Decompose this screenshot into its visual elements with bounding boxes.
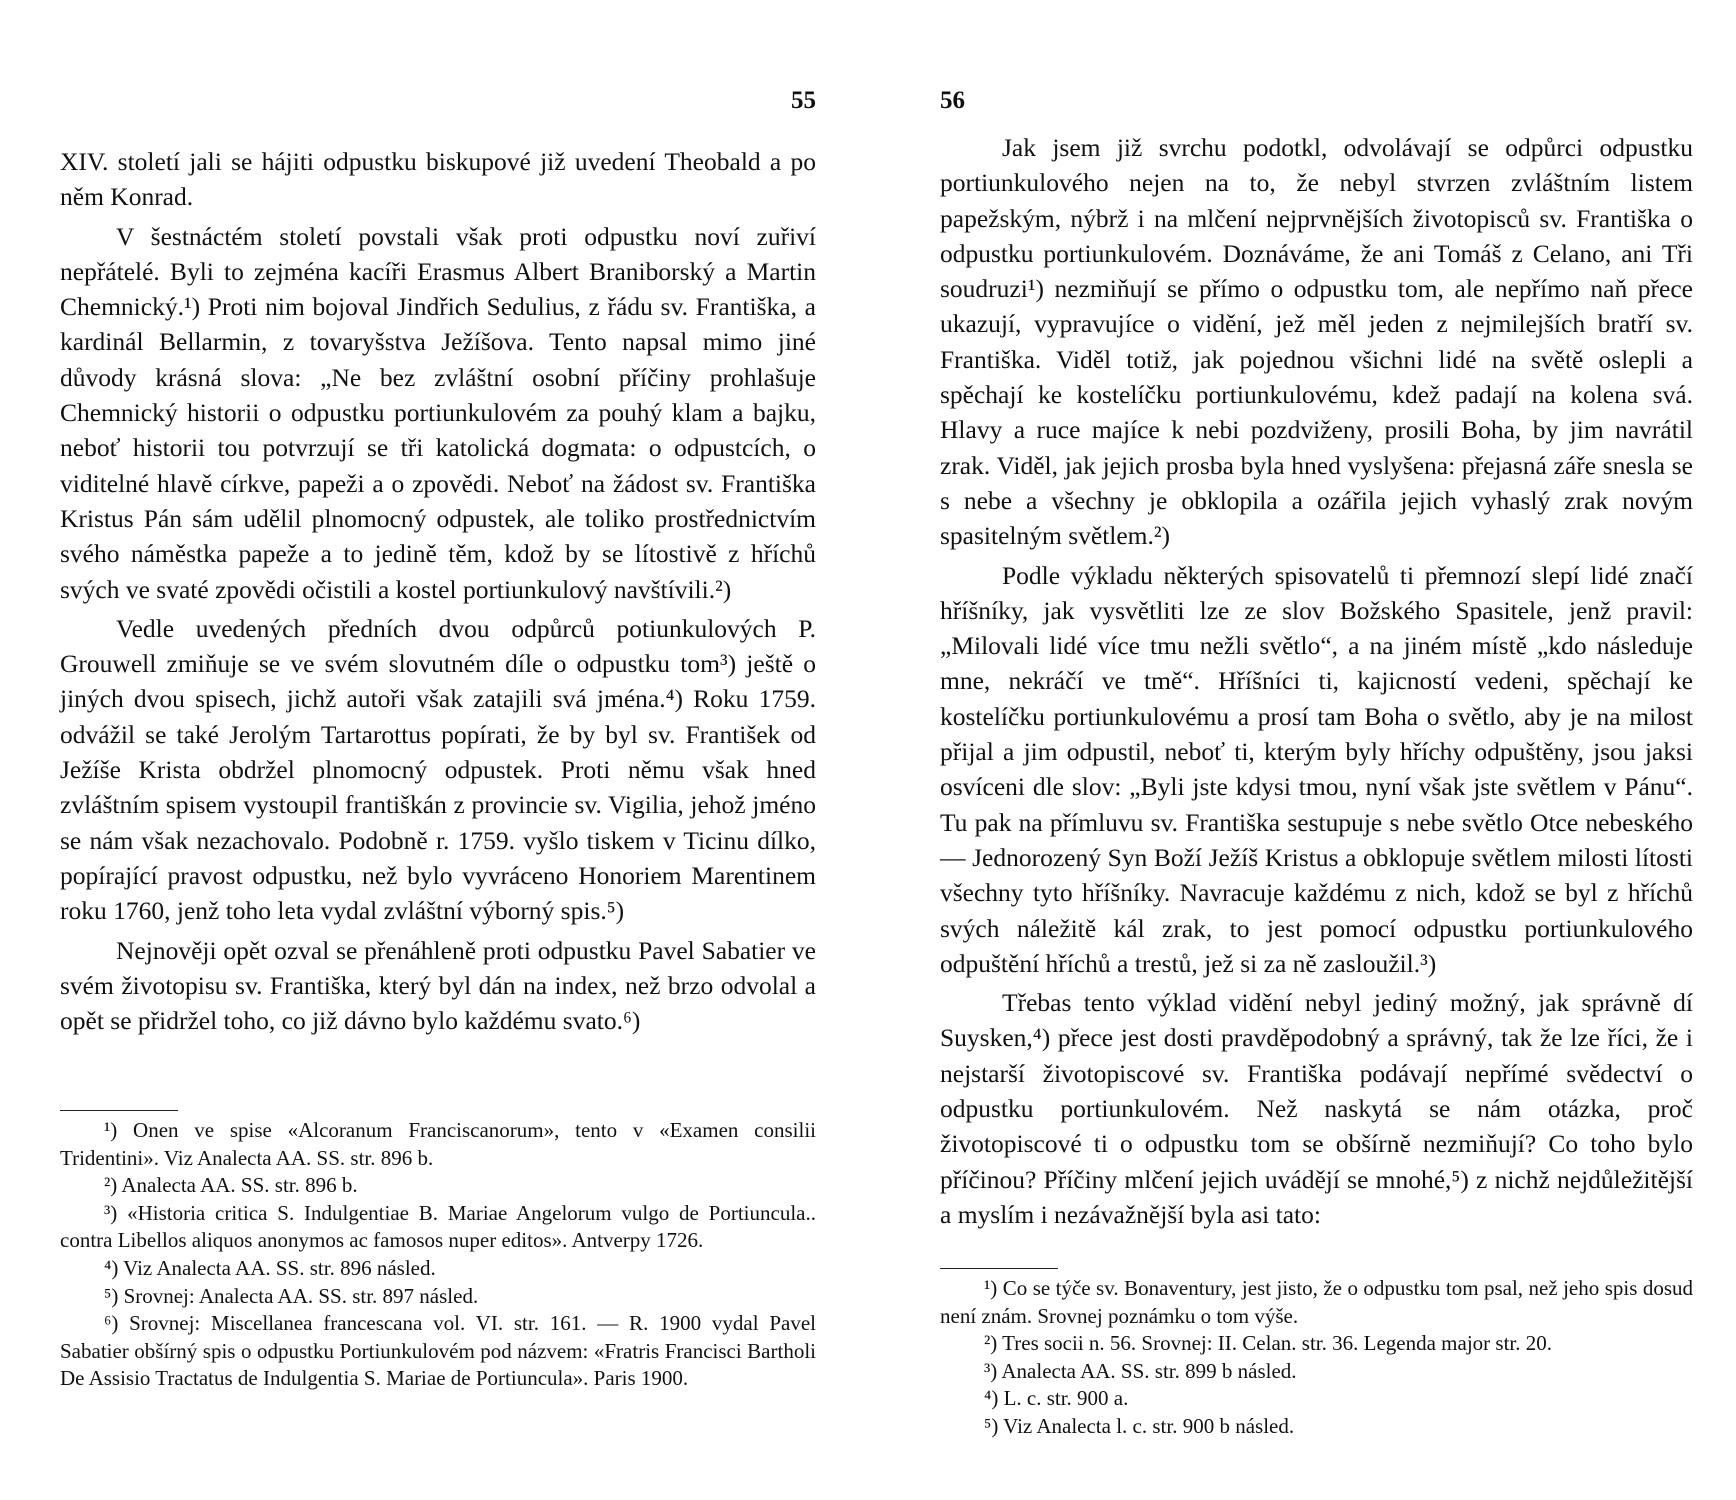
paragraph: Třebas tento výklad vidění nebyl jediný možný, jak správně dí Suysken,⁴) přece jest dosti pravděpodobný a správný, tak že lze říci, že i nejstarší životopiscové sv. Františka podávají nepřímé svědectví o odpustku portiunkulovém. Než naskytá se nám otázka, proč životopiscové ti o odpustku tom se obšírně nezmiňují? Co toho bylo příčinou? Příčiny mlčení jejich uvádějí se mnohé,⁵) z nichž nejdůležitější a myslím i nezávažnější byla asi tato: [940, 988, 1693, 1229]
footnote-divider [940, 1268, 1058, 1269]
footnote: ⁶) Srovnej: Miscellanea francescana vol. VI. str. 161. — R. 1900 vydal Pavel Sabatier obšírný spis o odpustku Portiunkulovém pod názvem: «Fratris Francisci Bartholi De Assisio Tractatus de Indulgentia S. Mariae de Portiuncula». Paris 1900. [60, 1311, 816, 1391]
paragraph: Podle výkladu některých spisovatelů ti přemnozí slepí lidé značí hříšníky, jak vysvětliti lze ze slov Božského Spasitele, jenž pravil: „Milovali lidé více tmu nežli světlo“, a na jiném místě „kdo následuje mne, nekráčí ve tmě“. Hříšníci ti, kajicností vedeni, spěchají ke kostelíčku portiunkulovému a prosí tam Boha o světlo, aby je na milost přijal a jim odpustil, neboť ti, kterým byly hříchy odpuštěny, jsou jaksi osvíceni dle slov: „Byli jste kdysi tmou, nyní však jste světlem v Pánu“. Tu pak na přímluvu sv. Františka sestupuje s nebe světlo Otce nebeského — Jednorozený Syn Boží Ježíš Kristus a obklopuje světlem milosti lítosti všechny tyto hříšníky. Navracuje každému z nich, kdož se byl z hříchů svých náležitě kál zrak, to jest pomocí odpustku portiunkulového odpuštění hříchů a trestů, jež si za ně zasloužil.³) [940, 560, 1693, 978]
footnote: ³) Analecta AA. SS. str. 899 b násled. [984, 1358, 1297, 1383]
footnote: ⁴) L. c. str. 900 a. [984, 1386, 1129, 1411]
paragraph: Nejnověji opět ozval se přenáhleně proti odpustku Pavel Sabatier ve svém životopisu sv. Františka, který byl dán na index, než brzo odvolal a opět se přidržel toho, co již dávno bylo každému svato.⁶) [60, 935, 816, 1036]
footnote: ²) Analecta AA. SS. str. 896 b. [104, 1173, 358, 1198]
paragraph: V šestnáctém století povstali však proti odpustku noví zuřiví nepřátelé. Byli to zejména kacíři Erasmus Albert Braniborský a Martin Chemnický.¹) Proti nim bojoval Jindřich Sedulius, z řádu sv. Františka, a kardinál Bellarmin, z tovaryšstva Ježíšova. Tento napsal mimo jiné důvody krásná slova: „Ne bez zvláštní osobní příčiny prohlašuje Chemnický historii o odpustku portiunkulovém za pouhý klam a bajku, neboť historii tou potvrzují se tři katolická dogmata: o odpustcích, o viditelné hlavě církve, papeži a o zpovědi. Neboť na žádost sv. Františka Kristus Pán sám udělil plnomocný odpustek, ale toliko prostřednictvím svého náměstka papeže a to jedině těm, kdož by se lítostivě z hříchů svých ve svaté zpovědi očistili a kostel portiunkulový navštívili.²) [60, 221, 816, 604]
page-body [940, 130, 1693, 1232]
footnote: ⁴) Viz Analecta AA. SS. str. 896 násled. [104, 1255, 436, 1280]
footnote: ¹) Co se týče sv. Bonaventury, jest jisto, že o odpustku tom psal, než jeho spis dosud není znám. Srovnej poznámku o tom výše. [940, 1276, 1693, 1328]
page-body [60, 144, 816, 1038]
paragraph: XIV. století jali se hájiti odpustku biskupové již uvedení Theobald a po něm Konrad. [60, 147, 816, 212]
paragraph: Vedle uvedených předních dvou odpůrců potiunkulových P. Grouwell zmiňuje se ve svém slovutném díle o odpustku tom³) ještě o jiných dvou spisech, jichž autoři však zatajili svá jména.⁴) Roku 1759. odvážil se také Jerolým Tartarottus popírati, že by byl sv. František od Ježíše Krista obdržel plnomocný odpustek. Proti němu však hned zvláštním spisem vystoupil františkán z provincie sv. Vigilia, jehož jméno se nám však nezachovalo. Podobně r. 1759. vyšlo tiskem v Ticinu dílko, popírající pravost odpustku, než bylo vyvráceno Honoriem Marentinem roku 1760, jenž toho leta vydal zvláštní výborný spis.⁵) [60, 613, 816, 926]
page-number: 55 [791, 87, 816, 114]
page-number: 56 [940, 87, 965, 114]
footnote: ⁵) Srovnej: Analecta AA. SS. str. 897 násled. [104, 1283, 479, 1308]
footnote: ⁵) Viz Analecta l. c. str. 900 b násled. [984, 1413, 1295, 1438]
footnote: ³) «Historia critica S. Indulgentiae B. Mariae Angelorum vulgo de Portiuncula.. contra Libellos aliquos anonymos ac famosos nuper editos». Antverpy 1726. [60, 1200, 816, 1253]
footnotes [940, 1275, 1693, 1441]
footnote: ²) Tres socii n. 56. Srovnej: II. Celan. str. 36. Legenda major str. 20. [984, 1331, 1552, 1356]
footnote: ¹) Onen ve spise «Alcoranum Franciscanorum», tento v «Examen consilii Tridentini». Viz Analecta AA. SS. str. 896 b. [60, 1118, 816, 1170]
paragraph: Jak jsem již svrchu podotkl, odvolávají se odpůrci odpustku portiunkulového nejen na to, že nebyl stvrzen zvláštním listem papežským, nýbrž i na mlčení nejprvnějších životopisců sv. Františka o odpustku portiunkulovém. Doznáváme, že ani Tomáš z Celano, ani Tři soudruzi¹) nezmiňují se přímo o odpustku tom, ale nepřímo naň přece ukazují, vypravujíce o vidění, jež měl jeden z nejmilejších bratří sv. Františka. Viděl totiž, jak pojednou všichni lidé na světě oslepli a spěchají ke kostelíčku portiunkulovému, kdež padají na kolena svá. Hlavy a ruce majíce k nebi pozdviženy, prosili Boha, by jim navrátil zrak. Viděl, jak jejich prosba byla hned vyslyšena: přejasná záře snesla se s nebe a všechny je obklopila a ozářila jejich vyhaslý zrak novým spasitelným světlem.²) [940, 133, 1693, 551]
footnote-divider [60, 1110, 178, 1111]
footnotes [60, 1117, 816, 1393]
right-page [868, 0, 1736, 1500]
